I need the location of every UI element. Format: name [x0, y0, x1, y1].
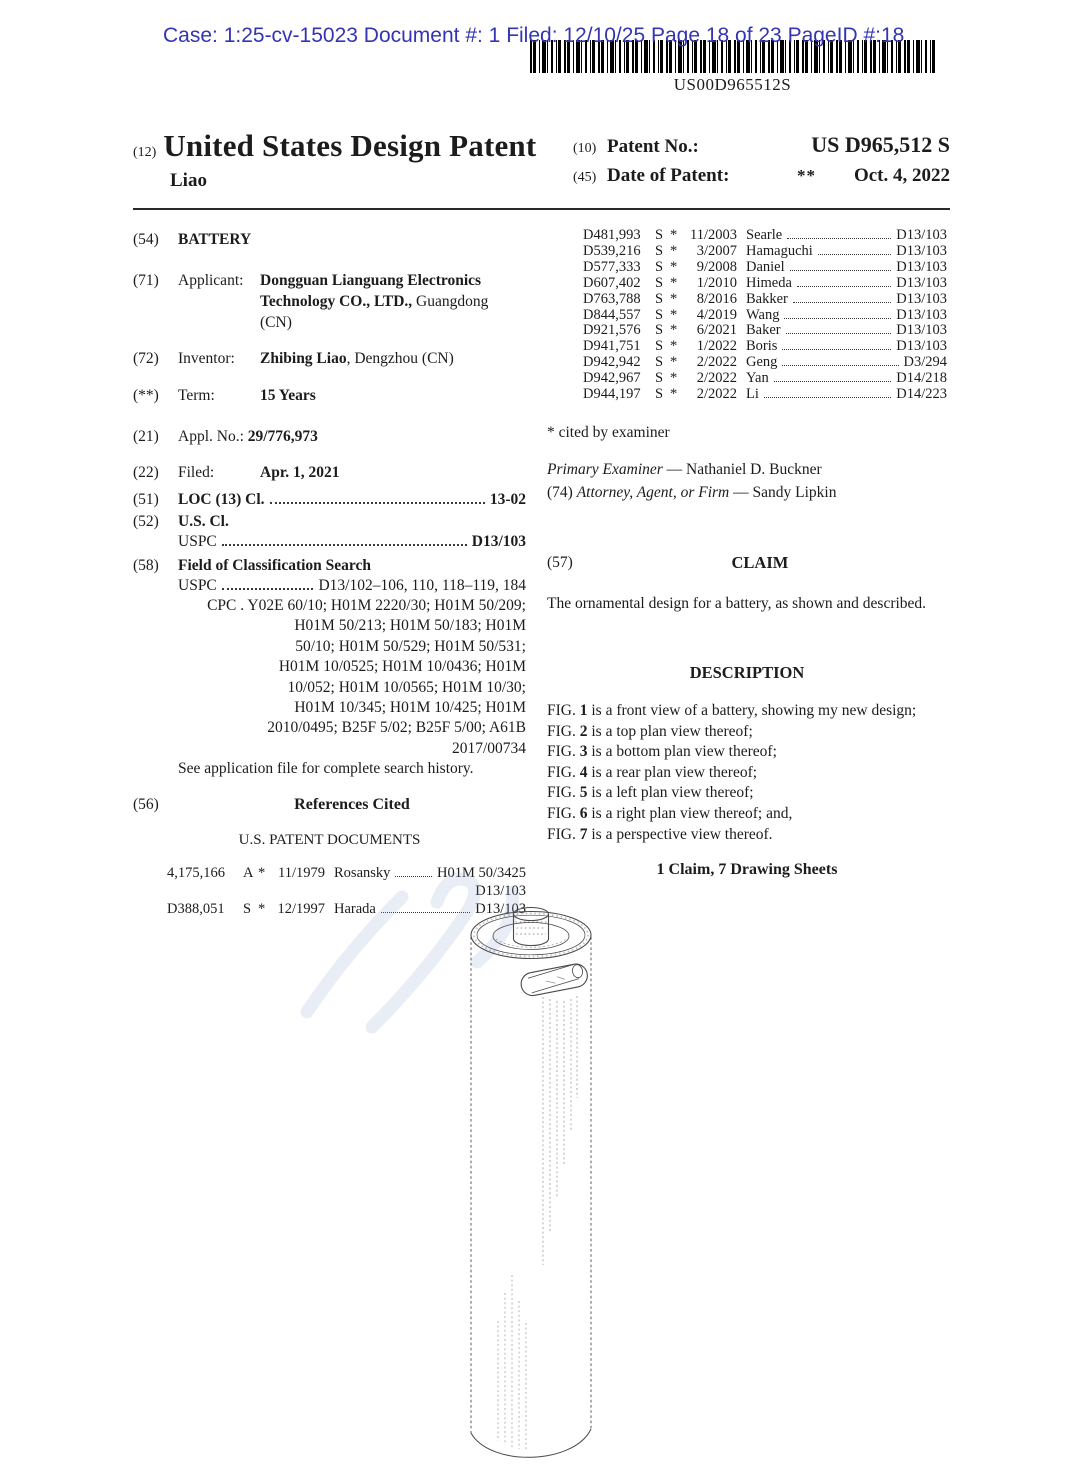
ref-cited-star: * [670, 258, 678, 275]
ref-classification: D3/294 [903, 354, 947, 371]
attorney-label: Attorney, Agent, or Firm [576, 483, 730, 501]
ref-kind-code: S [655, 274, 664, 291]
cpc-line: 2010/0495; B25F 5/02; B25F 5/00; A61B [267, 719, 526, 737]
appl-no-value [178, 427, 526, 447]
ref-date: 11/2003 [690, 227, 737, 243]
ref-classification: D14/218 [896, 370, 947, 387]
ref-date: 2/2022 [696, 354, 737, 371]
patent-title: United States Design Patent [163, 128, 537, 163]
claim-heading: CLAIM [731, 552, 789, 572]
ref-kind-code: S [655, 306, 664, 323]
ref-date: 4/2019 [696, 306, 737, 323]
applicant-location: Guangdong [412, 293, 489, 310]
claim-section-heading [547, 553, 947, 573]
filed-row [133, 463, 526, 483]
fig-number: 3 [579, 743, 588, 761]
loc-value: 13-02 [489, 491, 526, 508]
appl-no-label: Appl. No.: [178, 428, 244, 445]
us-class-row [133, 512, 526, 552]
cpc-line: 10/052; H01M 10/0565; H01M 10/30; [287, 678, 526, 696]
fig-number: 6 [579, 804, 588, 822]
search-history-note: See application file for complete search history. [178, 760, 474, 778]
ref-inventor-name: Himeda [746, 274, 792, 291]
uspc-label: USPC [178, 533, 217, 550]
fig-text: is a perspective view thereof. [587, 825, 773, 843]
ref-cited-star: * [670, 242, 678, 259]
uspc-line [178, 532, 526, 552]
references-column [547, 228, 947, 880]
patent-number-row [573, 132, 950, 158]
claim-tag: (57) [547, 553, 573, 571]
ref-classification: D13/103 [475, 901, 526, 918]
cpc-line: H01M 50/213; H01M 50/183; H01M [294, 617, 526, 635]
figure-description-line [547, 825, 947, 846]
fig-prefix: FIG. [547, 804, 580, 822]
appl-no-number: 29/776,973 [247, 428, 318, 445]
fig-text: is a bottom plan view thereof; [587, 743, 777, 761]
cpc-line: H01M 10/345; H01M 10/425; H01M [294, 699, 526, 717]
term-value: 15 Years [260, 387, 316, 404]
applicant-name-line1: Dongguan Lianguang Electronics [260, 272, 482, 289]
dot-leader [782, 365, 898, 366]
description-heading: DESCRIPTION [689, 662, 805, 682]
us-class-label: U.S. Cl. [178, 513, 229, 530]
ref-inventor-name: Harada [334, 901, 376, 918]
fig-text: is a left plan view thereof; [587, 784, 754, 802]
ref-patent-number: D577,333 [583, 258, 641, 275]
attorney-tag: (74) [547, 483, 573, 501]
ref-patent-number: D607,402 [583, 274, 641, 291]
reference-row [547, 260, 947, 276]
ref-patent-number: D763,788 [583, 290, 641, 307]
ref-kind-code: S [655, 338, 664, 355]
primary-examiner-label: Primary Examiner [547, 460, 663, 478]
fig-number: 2 [579, 722, 588, 740]
references-tag: (56) [133, 796, 159, 814]
ref-patent-number: D481,993 [583, 227, 641, 243]
ref-date: 2/2022 [696, 370, 737, 387]
fig-prefix: FIG. [547, 825, 580, 843]
fig-text: is a front view of a battery, showing my new design; [587, 701, 917, 719]
fig-prefix: FIG. [547, 722, 580, 740]
field-tag: (58) [133, 557, 159, 574]
ref-inventor-name: Bakker [746, 290, 788, 307]
ref-classification: D13/103 [896, 242, 947, 259]
fig-prefix: FIG. [547, 701, 580, 719]
dot-leader [793, 302, 891, 303]
fig-text: is a rear plan view thereof; [587, 763, 758, 781]
ref-cited-star: * [670, 227, 678, 243]
dot-leader [818, 254, 891, 255]
ref-patent-number: D941,751 [583, 338, 641, 355]
cpc-line: CPC . Y02E 60/10; H01M 2220/30; H01M 50/209; [207, 597, 526, 614]
date-tag: (45) [573, 170, 597, 185]
attorney-name: — Sandy Lipkin [729, 483, 837, 501]
loc-label: LOC (13) Cl. [178, 491, 265, 508]
filed-label: Filed: [178, 464, 215, 481]
ref-date: 9/2008 [696, 258, 737, 275]
inventor-name: Zhibing Liao [260, 350, 347, 367]
ref-classification: D13/103 [896, 258, 947, 275]
term-label: Term: [178, 387, 215, 404]
fig-text: is a right plan view thereof; and, [587, 804, 793, 822]
reference-row [547, 323, 947, 339]
ref-date: 1/2022 [696, 338, 737, 355]
ref-kind-code: S [655, 290, 664, 307]
field-uspc-line [178, 576, 526, 596]
reference-row [547, 292, 947, 308]
applicant-tag: (71) [133, 272, 159, 289]
filed-value: Apr. 1, 2021 [260, 464, 340, 481]
figure-descriptions [547, 701, 947, 845]
inventor-label: Inventor: [178, 350, 235, 367]
cpc-line: 50/10; H01M 50/529; H01M 50/531; [295, 637, 526, 655]
cpc-line: 2017/00734 [451, 739, 526, 757]
fig-text: is a top plan view thereof; [587, 722, 753, 740]
applicant-label: Applicant: [178, 272, 244, 289]
field-uspc-label: USPC [178, 577, 217, 594]
reference-row [547, 387, 947, 403]
applicant-value [260, 270, 526, 333]
figure-description-line [547, 701, 947, 722]
primary-examiner-name: — Nathaniel D. Buckner [662, 460, 822, 478]
cpc-classifications [178, 596, 526, 759]
ref-cited-star: * [670, 338, 678, 355]
ref-classification: D13/103 [896, 338, 947, 355]
ref-classification: D13/103 [896, 306, 947, 323]
ref-date: 11/1979 [278, 865, 325, 882]
ref-date: 2/2022 [696, 386, 737, 403]
ref-inventor-name: Geng [746, 354, 778, 371]
figure-description-line [547, 783, 947, 804]
figure-description-line [547, 804, 947, 825]
ref-cited-star: * [670, 386, 678, 403]
primary-examiner-line [547, 460, 947, 480]
field-of-search-content [178, 556, 526, 779]
ref-kind-code: S [655, 370, 664, 387]
patent-header [133, 128, 950, 194]
ref-inventor-name: Searle [746, 227, 783, 243]
dot-leader [764, 397, 891, 398]
ref-cited-star: * [258, 901, 266, 918]
dot-leader [786, 333, 892, 334]
ref-classification: D13/103 [896, 290, 947, 307]
reference-row [547, 355, 947, 371]
us-class-tag: (52) [133, 513, 159, 530]
ref-cited-star: * [258, 865, 266, 882]
invention-title: BATTERY [178, 231, 252, 248]
claims-sheets-footer: 1 Claim, 7 Drawing Sheets [656, 861, 838, 879]
ref-cited-star: * [670, 370, 678, 387]
ref-kind-code: S [655, 354, 664, 371]
dot-leader [797, 286, 891, 287]
ref-patent-number: D388,051 [167, 901, 225, 918]
kind-code-tag: (12) [133, 145, 157, 160]
patent-no-tag: (10) [573, 141, 597, 156]
ref-kind-code: A [243, 865, 254, 882]
ref-patent-number: D539,216 [583, 242, 641, 259]
reference-row [547, 244, 947, 260]
fig-number: 7 [579, 825, 588, 843]
applicant-name-line2: Technology CO., LTD., [260, 293, 413, 310]
ref-classification-cont: D13/103 [475, 883, 526, 900]
loc-class-line [178, 490, 526, 510]
field-label: Field of Classification Search [178, 557, 372, 574]
figure-description-line [547, 763, 947, 784]
dot-leader [782, 349, 891, 350]
ref-classification: H01M 50/3425 [436, 865, 526, 882]
figure-description-line [547, 722, 947, 743]
filed-tag: (22) [133, 464, 159, 481]
ref-classification: D13/103 [896, 322, 947, 339]
patent-no-label: Patent No.: [607, 136, 699, 157]
ref-kind-code: S [655, 227, 664, 243]
ref-inventor-name: Boris [746, 338, 778, 355]
ref-inventor-name: Hamaguchi [746, 242, 813, 259]
applicant-row [133, 270, 526, 333]
fig-number: 5 [579, 784, 588, 802]
ref-inventor-name: Rosansky [334, 865, 391, 882]
ref-cited-star: * [670, 274, 678, 291]
title-tag: (54) [133, 231, 159, 248]
ref-inventor-name: Yan [746, 370, 769, 387]
inventor-value [260, 349, 526, 369]
appl-no-tag: (21) [133, 428, 159, 445]
inventor-tag: (72) [133, 350, 159, 367]
ref-date: 1/2010 [696, 274, 737, 291]
dot-leader [774, 381, 892, 382]
applicant-country: (CN) [260, 314, 292, 331]
term-row [133, 386, 526, 406]
ref-classification: D13/103 [896, 274, 947, 291]
ref-inventor-name: Li [746, 386, 759, 403]
dot-leader [222, 588, 314, 590]
ref-patent-number: D942,942 [583, 354, 641, 371]
reference-row [547, 308, 947, 324]
ref-kind-code: S [655, 386, 664, 403]
uspc-value: D13/103 [471, 533, 526, 550]
attorney-line [547, 483, 947, 503]
fig-prefix: FIG. [547, 743, 580, 761]
ref-kind-code: S [243, 901, 252, 918]
loc-tag: (51) [133, 491, 159, 508]
patent-no-value: US D965,512 S [811, 132, 950, 157]
inventor-row [133, 349, 526, 369]
fig-prefix: FIG. [547, 763, 580, 781]
ref-classification: D14/223 [896, 386, 947, 403]
ref-inventor-name: Daniel [746, 258, 785, 275]
reference-row [547, 339, 947, 355]
inventor-location: , Dengzhou (CN) [346, 350, 454, 367]
us-class-content [178, 512, 526, 552]
battery-perspective-drawing [408, 893, 658, 1477]
battery-figure [408, 893, 658, 1477]
field-of-search-row [133, 556, 526, 779]
ref-patent-number: 4,175,166 [167, 865, 225, 882]
dot-leader [784, 318, 891, 319]
ref-date: 8/2016 [696, 290, 737, 307]
loc-class-row [133, 490, 526, 510]
dot-leader [787, 238, 891, 239]
barcode-label: US00D965512S [673, 75, 792, 94]
ref-patent-number: D844,557 [583, 306, 641, 323]
dot-leader [790, 270, 892, 271]
term-tag: (**) [133, 387, 159, 404]
barcode [530, 40, 935, 95]
patent-date-row [573, 165, 950, 187]
inventor-surname: Liao [170, 170, 207, 191]
ref-patent-number: D942,967 [583, 370, 641, 387]
field-uspc-value: D13/102–106, 110, 118–119, 184 [318, 577, 526, 594]
ref-kind-code: S [655, 242, 664, 259]
appl-no-row [133, 427, 526, 447]
dot-leader [270, 502, 485, 504]
dot-leader [222, 544, 467, 546]
ref-patent-number: D921,576 [583, 322, 641, 339]
ref-inventor-name: Baker [746, 322, 781, 339]
ref-inventor-name: Wang [746, 306, 780, 323]
right-references-list [547, 228, 947, 403]
ref-date: 6/2021 [696, 322, 737, 339]
fig-number: 1 [579, 701, 588, 719]
fig-number: 4 [579, 763, 588, 781]
ref-kind-code: S [655, 322, 664, 339]
cpc-line: H01M 10/0525; H01M 10/0436; H01M [278, 658, 526, 676]
ref-kind-code: S [655, 258, 664, 275]
fig-prefix: FIG. [547, 784, 580, 802]
title-row [133, 230, 526, 250]
ref-date: 3/2007 [696, 242, 737, 259]
ref-cited-star: * [670, 290, 678, 307]
date-label: Date of Patent: [607, 165, 730, 186]
ref-date: 12/1997 [277, 901, 325, 918]
ref-cited-star: * [670, 306, 678, 323]
us-patent-documents-heading: U.S. PATENT DOCUMENTS [238, 832, 421, 849]
header-divider [133, 208, 950, 210]
ref-patent-number: D944,197 [583, 386, 641, 403]
term-stars: ** [796, 166, 816, 185]
ref-cited-star: * [670, 354, 678, 371]
date-value: Oct. 4, 2022 [853, 165, 950, 186]
reference-row [547, 371, 947, 387]
ref-cited-star: * [670, 322, 678, 339]
figure-description-line [547, 742, 947, 763]
cited-by-examiner-note: * cited by examiner [547, 423, 670, 441]
case-stamp: Case: 1:25-cv-15023 Document #: 1 Filed: 12/10/25 Page 18 of 23 PageID #:18 [163, 24, 905, 47]
claim-text: The ornamental design for a battery, as shown and described. [547, 594, 927, 612]
ref-classification: D13/103 [896, 227, 947, 243]
reference-row [547, 276, 947, 292]
reference-row [547, 228, 947, 244]
references-cited-heading: References Cited [294, 796, 410, 814]
